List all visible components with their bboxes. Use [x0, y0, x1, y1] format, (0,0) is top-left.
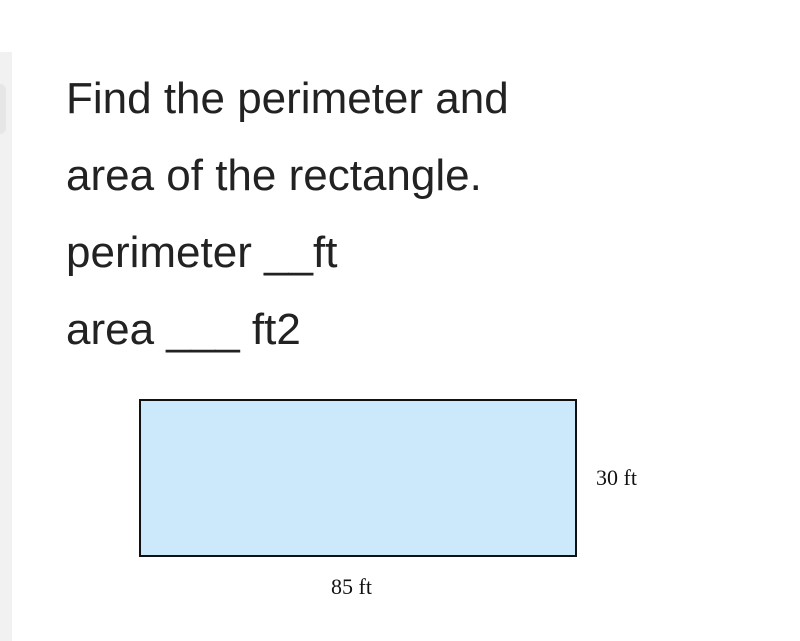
width-label: 85 ft: [331, 574, 372, 599]
rectangle-shape: [139, 399, 577, 557]
perimeter-prompt: perimeter __ft: [66, 228, 338, 277]
area-prompt: area ___ ft2: [66, 305, 301, 354]
height-label: 30 ft: [596, 465, 637, 490]
question-line-2: area of the rectangle.: [66, 151, 482, 200]
question-line-1: Find the perimeter and: [66, 74, 509, 123]
